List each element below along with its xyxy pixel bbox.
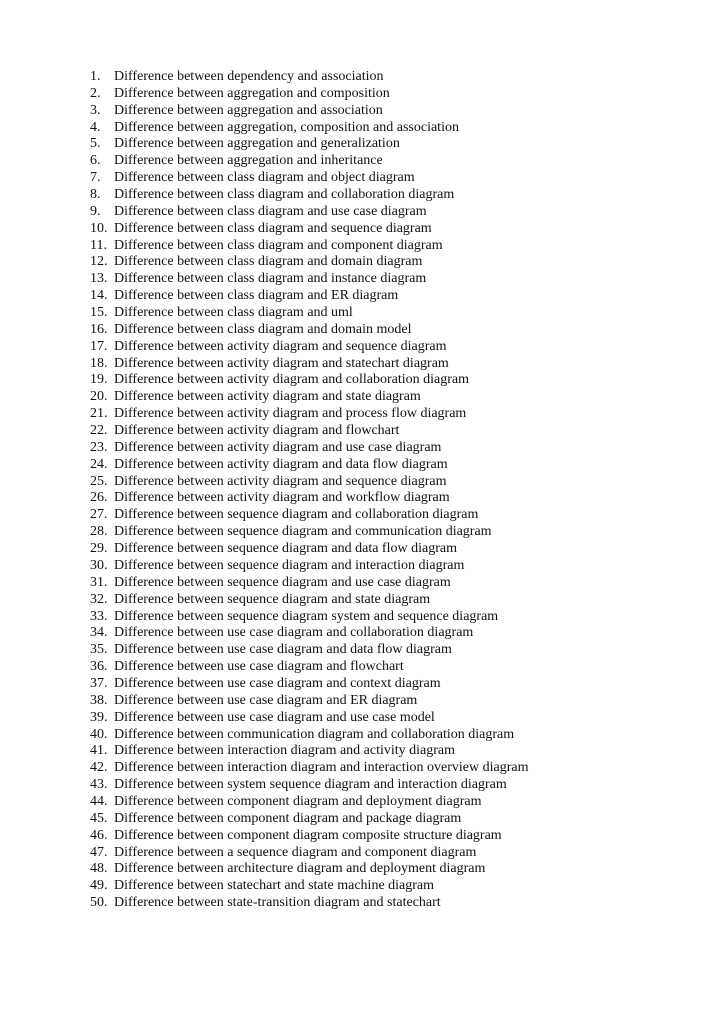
list-item — [90, 541, 529, 558]
list-item-number: 4. — [90, 119, 101, 135]
list-item-text: Difference between activity diagram and data flow diagram — [114, 456, 448, 472]
list-item-number: 6. — [90, 153, 101, 169]
list-item-number: 1. — [90, 69, 101, 84]
list-item — [90, 642, 529, 659]
list-item-number: 20. — [90, 389, 108, 405]
list-item-text: Difference between activity diagram and sequence diagram — [114, 338, 447, 354]
list-item — [90, 760, 529, 777]
list-item — [90, 710, 529, 727]
list-item — [90, 777, 529, 794]
list-item-text: Difference between use case diagram and context diagram — [114, 675, 441, 691]
list-item — [90, 794, 529, 811]
list-item — [90, 322, 529, 339]
list-item — [90, 423, 529, 440]
list-item-text: Difference between activity diagram and sequence diagram — [114, 473, 447, 489]
list-item-number: 9. — [90, 203, 101, 219]
list-item — [90, 811, 529, 828]
list-item-text: Difference between sequence diagram and data flow diagram — [114, 541, 457, 557]
list-item-text: Difference between aggregation and generalization — [114, 136, 400, 152]
list-item-number: 17. — [90, 338, 108, 354]
list-item-text: Difference between system sequence diagram and interaction diagram — [114, 777, 507, 793]
list-item-text: Difference between use case diagram and flowchart — [114, 659, 404, 675]
list-item-number: 15. — [90, 305, 108, 321]
list-item-number: 49. — [90, 878, 108, 894]
list-item-number: 50. — [90, 895, 108, 911]
list-item — [90, 120, 529, 137]
list-item-text: Difference between interaction diagram and interaction overview diagram — [114, 760, 529, 776]
list-item — [90, 271, 529, 288]
list-item-number: 40. — [90, 726, 108, 742]
list-item-text: Difference between class diagram and object diagram — [114, 170, 415, 186]
list-item-number: 45. — [90, 810, 108, 826]
list-item-number: 7. — [90, 170, 101, 186]
list-item — [90, 305, 529, 322]
list-item-text: Difference between class diagram and instance diagram — [114, 271, 427, 287]
list-item-number: 18. — [90, 355, 108, 371]
list-item-text: Difference between activity diagram and workflow diagram — [114, 490, 450, 506]
list-item-number: 28. — [90, 524, 108, 540]
list-item — [90, 389, 529, 406]
list-item-text: Difference between activity diagram and flowchart — [114, 423, 400, 439]
list-item — [90, 372, 529, 389]
list-item — [90, 743, 529, 760]
list-item-text: Difference between architecture diagram and deployment diagram — [114, 861, 486, 877]
list-item-text: Difference between activity diagram and collaboration diagram — [114, 372, 470, 388]
list-item — [90, 86, 529, 103]
list-item-text: Difference between communication diagram and collaboration diagram — [114, 726, 515, 742]
list-item-text: Difference between class diagram and domain diagram — [114, 254, 423, 270]
list-item-number: 8. — [90, 187, 101, 203]
list-item-number: 23. — [90, 439, 108, 455]
list-item-number: 14. — [90, 288, 108, 304]
list-item-number: 35. — [90, 642, 108, 658]
list-item-number: 41. — [90, 743, 108, 759]
list-item — [90, 895, 529, 912]
list-item-text: Difference between interaction diagram and activity diagram — [114, 743, 456, 759]
list-item-text: Difference between class diagram and domain model — [114, 321, 412, 337]
list-item — [90, 153, 529, 170]
list-item — [90, 238, 529, 255]
list-item — [90, 490, 529, 507]
list-item-number: 29. — [90, 541, 108, 557]
list-item-number: 21. — [90, 406, 108, 422]
list-item-number: 34. — [90, 625, 108, 641]
list-item-text: Difference between use case diagram and use case model — [114, 709, 435, 725]
list-item-text: Difference between sequence diagram system and sequence diagram — [114, 608, 499, 624]
list-item-text: Difference between statechart and state machine diagram — [114, 878, 435, 894]
list-item — [90, 339, 529, 356]
list-item-number: 19. — [90, 372, 108, 388]
list-item — [90, 609, 529, 626]
list-item-text: Difference between aggregation, composition and association — [114, 119, 459, 135]
list-item — [90, 524, 529, 541]
list-item-text: Difference between state-transition diagram and statechart — [114, 895, 441, 911]
list-item-text: Difference between class diagram and use case diagram — [114, 203, 427, 219]
list-item — [90, 659, 529, 676]
list-item — [90, 356, 529, 373]
list-item-number: 33. — [90, 608, 108, 624]
list-item-number: 44. — [90, 793, 108, 809]
list-item-number: 43. — [90, 777, 108, 793]
list-item — [90, 187, 529, 204]
list-item — [90, 204, 529, 221]
list-item-text: Difference between use case diagram and data flow diagram — [114, 642, 452, 658]
list-item-text: Difference between aggregation and composition — [114, 85, 390, 101]
list-item-number: 48. — [90, 861, 108, 877]
list-item-number: 10. — [90, 220, 108, 236]
list-item — [90, 693, 529, 710]
list-item-number: 39. — [90, 709, 108, 725]
list-item-text: Difference between aggregation and association — [114, 102, 383, 118]
list-item-text: Difference between use case diagram and collaboration diagram — [114, 625, 474, 641]
list-item-text: Difference between activity diagram and process flow diagram — [114, 406, 467, 422]
list-item-number: 12. — [90, 254, 108, 270]
list-item-text: Difference between class diagram and sequence diagram — [114, 220, 432, 236]
list-item — [90, 558, 529, 575]
list-item-text: Difference between sequence diagram and interaction diagram — [114, 557, 465, 573]
list-item — [90, 221, 529, 238]
list-item-number: 38. — [90, 692, 108, 708]
list-item-number: 37. — [90, 675, 108, 691]
list-item-text: Difference between sequence diagram and collaboration diagram — [114, 507, 479, 523]
list-item-number: 3. — [90, 102, 101, 118]
list-item-number: 31. — [90, 574, 108, 590]
list-item — [90, 170, 529, 187]
list-item-text: Difference between component diagram and deployment diagram — [114, 793, 482, 809]
list-item-text: Difference between dependency and association — [114, 69, 384, 84]
list-item-number: 13. — [90, 271, 108, 287]
list-item-number: 46. — [90, 827, 108, 843]
list-item-text: Difference between component diagram composite structure diagram — [114, 827, 502, 843]
list-item — [90, 676, 529, 693]
list-item — [90, 288, 529, 305]
list-item-text: Difference between activity diagram and state diagram — [114, 389, 421, 405]
list-item-number: 16. — [90, 321, 108, 337]
list-item — [90, 136, 529, 153]
list-item-number: 32. — [90, 591, 108, 607]
list-item-number: 36. — [90, 659, 108, 675]
list-item-text: Difference between component diagram and package diagram — [114, 810, 462, 826]
list-item — [90, 474, 529, 491]
list-item-text: Difference between aggregation and inheritance — [114, 153, 383, 169]
list-item-text: Difference between a sequence diagram and component diagram — [114, 844, 477, 860]
list-item — [90, 592, 529, 609]
list-item-number: 30. — [90, 557, 108, 573]
list-item-number: 42. — [90, 760, 108, 776]
list-item — [90, 878, 529, 895]
list-item-number: 11. — [90, 237, 107, 253]
list-item-number: 2. — [90, 85, 101, 101]
list-item-text: Difference between class diagram and collaboration diagram — [114, 187, 455, 203]
list-item-text: Difference between class diagram and ER diagram — [114, 288, 399, 304]
list-item — [90, 861, 529, 878]
list-item-text: Difference between sequence diagram and use case diagram — [114, 574, 451, 590]
list-item — [90, 254, 529, 271]
list-item-text: Difference between sequence diagram and state diagram — [114, 591, 431, 607]
list-item-text: Difference between use case diagram and ER diagram — [114, 692, 418, 708]
list-item — [90, 828, 529, 845]
list-item-text: Difference between activity diagram and use case diagram — [114, 439, 442, 455]
list-item — [90, 845, 529, 862]
list-item — [90, 727, 529, 744]
difference-list — [90, 69, 529, 912]
list-item-number: 26. — [90, 490, 108, 506]
list-item — [90, 69, 529, 86]
list-item — [90, 507, 529, 524]
list-item-number: 25. — [90, 473, 108, 489]
list-item-text: Difference between activity diagram and statechart diagram — [114, 355, 449, 371]
list-item-text: Difference between sequence diagram and communication diagram — [114, 524, 492, 540]
list-item-text: Difference between class diagram and uml — [114, 305, 353, 321]
list-item — [90, 406, 529, 423]
list-item — [90, 457, 529, 474]
list-item-number: 24. — [90, 456, 108, 472]
list-item-number: 27. — [90, 507, 108, 523]
list-item — [90, 103, 529, 120]
list-item — [90, 575, 529, 592]
list-item-number: 22. — [90, 423, 108, 439]
list-item-number: 47. — [90, 844, 108, 860]
list-item-number: 5. — [90, 136, 101, 152]
list-item-text: Difference between class diagram and component diagram — [114, 237, 443, 253]
list-item — [90, 440, 529, 457]
list-item — [90, 625, 529, 642]
